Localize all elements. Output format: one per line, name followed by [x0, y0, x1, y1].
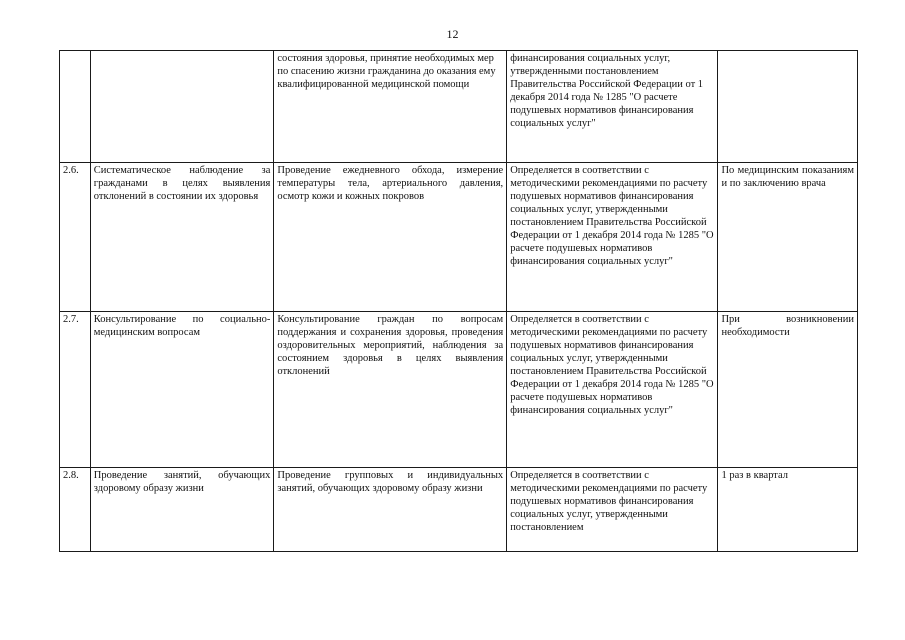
service-number-cell: 2.7.: [60, 312, 91, 468]
frequency-cell: При возникновении необходимости: [718, 312, 858, 468]
service-name-cell: [90, 51, 274, 163]
frequency-cell: По медицинским показаниям и по заключению врача: [718, 163, 858, 312]
financing-cell: Определяется в соответствии с методическими рекомендациями по расчету подушевых нормативов финансирования социальных услуг, утвержденными постановлением: [507, 468, 718, 552]
service-description-cell: Консультирование граждан по вопросам поддержания и сохранения здоровья, проведения оздоровительных мероприятий, наблюдения за состоянием здоровья в целях выявления отклонений: [274, 312, 507, 468]
service-name-cell: Систематическое наблюдение за гражданами в целях выявления отклонений в состоянии их здоровья: [90, 163, 274, 312]
table-row: [60, 51, 858, 163]
financing-cell: Определяется в соответствии с методическими рекомендациями по расчету подушевых нормативов финансирования социальных услуг, утвержденными постановлением Правительства Российской Федерации от 1 декабря 2014 года № 1285 "О расчете подушевых нормативов финансирования социальных услуг": [507, 312, 718, 468]
financing-cell: Определяется в соответствии с методическими рекомендациями по расчету подушевых нормативов финансирования социальных услуг, утвержденными постановлением Правительства Российской Федерации от 1 декабря 2014 года № 1285 "О расчете подушевых нормативов финансирования социальных услуг": [507, 163, 718, 312]
frequency-cell: 1 раз в квартал: [718, 468, 858, 552]
service-number-cell: 2.8.: [60, 468, 91, 552]
service-number-cell: 2.6.: [60, 163, 91, 312]
service-name-cell: Консультирование по социально-медицинским вопросам: [90, 312, 274, 468]
service-description-cell: состояния здоровья, принятие необходимых мер по спасению жизни гражданина до оказания ему квалифицированной медицинской помощи: [274, 51, 507, 163]
frequency-cell: [718, 51, 858, 163]
page-number: 12: [446, 27, 459, 41]
financing-cell: финансирования социальных услуг, утвержденными постановлением Правительства Российской Федерации от 1 декабря 2014 года № 1285 "О расчете подушевых нормативов финансирования социальных услуг": [507, 51, 718, 163]
service-name-cell: Проведение занятий, обучающих здоровому образу жизни: [90, 468, 274, 552]
table-row: [60, 163, 858, 312]
service-description-cell: Проведение групповых и индивидуальных занятий, обучающих здоровому образу жизни: [274, 468, 507, 552]
table-row: [60, 312, 858, 468]
service-number-cell: [60, 51, 91, 163]
table-row: [60, 468, 858, 552]
service-description-cell: Проведение ежедневного обхода, измерение температуры тела, артериального давления, осмотр кожи и кожных покровов: [274, 163, 507, 312]
services-table: [59, 50, 858, 552]
